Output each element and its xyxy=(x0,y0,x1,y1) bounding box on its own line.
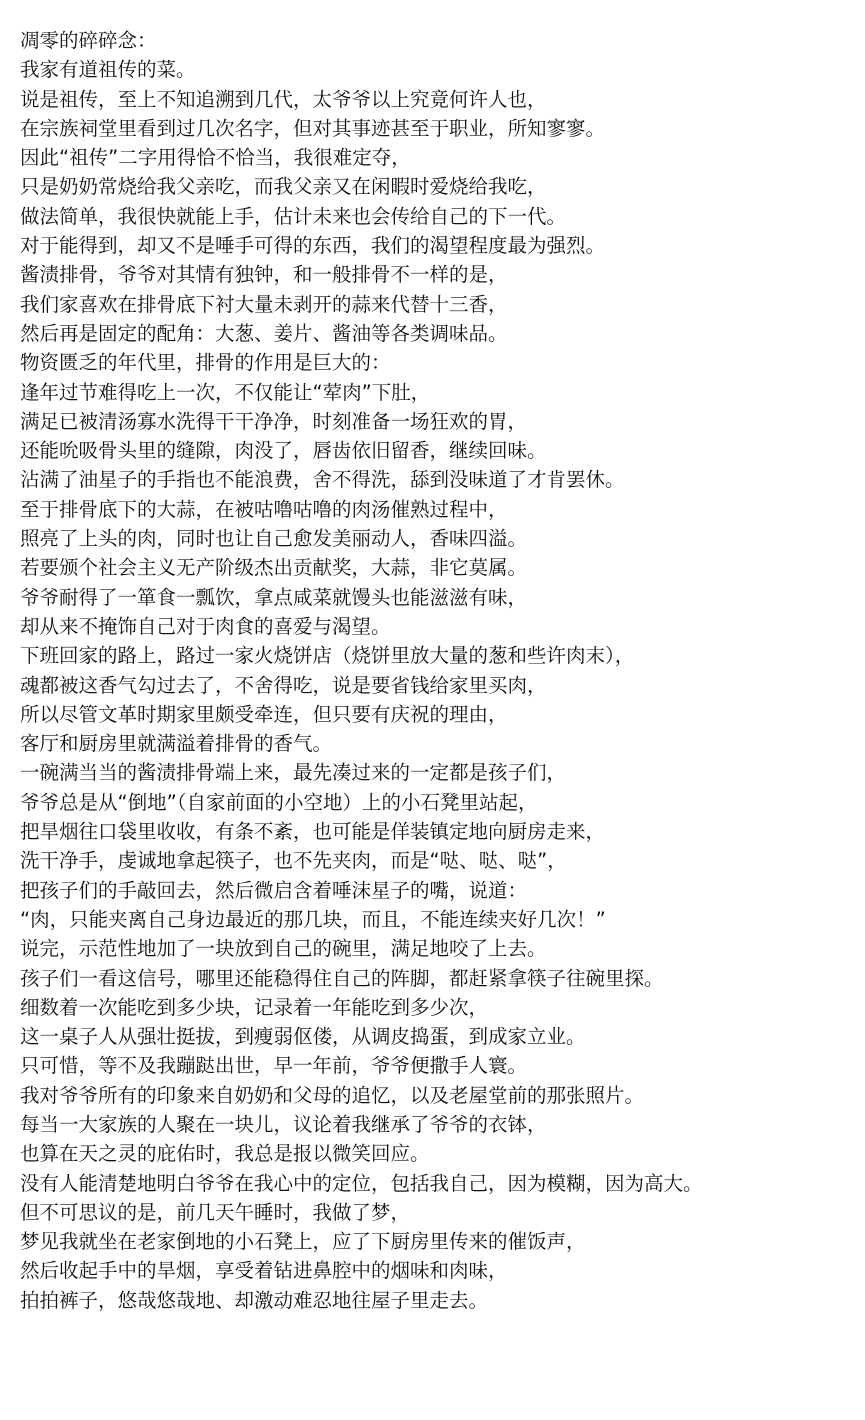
text-line: 做法简单，我很快就能上手，估计未来也会传给自己的下一代。 xyxy=(20,204,567,228)
text-line: 在宗族祠堂里看到过几次名字，但对其事迹甚至于职业，所知寥寥。 xyxy=(20,116,606,140)
text-line: 沾满了油星子的手指也不能浪费，舍不得洗，舔到没味道了才肯罢休。 xyxy=(20,468,625,492)
text-line: 所以尽管文革时期家里颇受牵连，但只要有庆祝的理由， xyxy=(20,702,508,726)
text-line: 说完，示范性地加了一块放到自己的碗里，满足地咬了上去。 xyxy=(20,937,547,961)
text-line: 因此“祖传”二字用得恰不恰当，我很难定夺， xyxy=(20,146,411,170)
text-line: “肉，只能夹离自己身边最近的那几块，而且，不能连续夹好几次！” xyxy=(20,907,606,931)
text-line: 还能吮吸骨头里的缝隙，肉没了，唇齿依旧留香，继续回味。 xyxy=(20,439,547,463)
text-line: 酱渍排骨，爷爷对其情有独钟，和一般排骨不一样的是， xyxy=(20,263,508,287)
essay-title: 凋零的碎碎念： xyxy=(20,29,157,52)
text-line: 若要颁个社会主义无产阶级杰出贡献奖，大蒜，非它莫属。 xyxy=(20,556,528,580)
text-line: 逢年过节难得吃上一次，不仅能让“荤肉”下肚， xyxy=(20,380,431,404)
text-line: 一碗满当当的酱渍排骨端上来，最先凑过来的一定都是孩子们， xyxy=(20,761,567,785)
text-line: 梦见我就坐在老家倒地的小石凳上，应了下厨房里传来的催饭声， xyxy=(20,1230,586,1254)
text-line: 照亮了上头的肉，同时也让自己愈发美丽动人，香味四溢。 xyxy=(20,527,528,551)
essay-text-block xyxy=(20,26,865,1315)
text-line: 把孩子们的手敲回去，然后微启含着唾沫星子的嘴，说道： xyxy=(20,878,528,902)
text-line: 只是奶奶常烧给我父亲吃，而我父亲又在闲暇时爱烧给我吃， xyxy=(20,175,547,199)
text-line: 客厅和厨房里就满溢着排骨的香气。 xyxy=(20,732,333,756)
text-line: 拍拍裤子，悠哉悠哉地、却激动难忍地往屋子里走去。 xyxy=(20,1288,489,1312)
text-line: 下班回家的路上，路过一家火烧饼店（烧饼里放大量的葱和些许肉末）， xyxy=(20,644,635,668)
text-line: 满足已被清汤寡水洗得干干净净，时刻准备一场狂欢的胃， xyxy=(20,409,528,433)
text-line: 魂都被这香气勾过去了，不舍得吃，说是要省钱给家里买肉， xyxy=(20,673,547,697)
text-line: 这一桌子人从强壮挺拔，到瘦弱伛偻，从调皮捣蛋，到成家立业。 xyxy=(20,1025,586,1049)
text-line: 也算在天之灵的庇佑时，我总是报以微笑回应。 xyxy=(20,1142,430,1166)
text-line: 爷爷总是从“倒地”（自家前面的小空地）上的小石凳里站起， xyxy=(20,790,538,814)
text-line: 我们家喜欢在排骨底下衬大量未剥开的蒜来代替十三香， xyxy=(20,292,508,316)
text-line: 却从来不掩饰自己对于肉食的喜爱与渴望。 xyxy=(20,614,391,638)
text-line: 把旱烟往口袋里收收，有条不紊，也可能是佯装镇定地向厨房走来， xyxy=(20,820,606,844)
text-line: 孩子们一看这信号，哪里还能稳得住自己的阵脚，都赶紧拿筷子往碗里探。 xyxy=(20,966,664,990)
text-line: 没有人能清楚地明白爷爷在我心中的定位，包括我自己，因为模糊，因为高大。 xyxy=(20,1171,703,1195)
text-line: 至于排骨底下的大蒜，在被咕噜咕噜的肉汤催熟过程中， xyxy=(20,497,508,521)
text-line: 每当一大家族的人聚在一块儿，议论着我继承了爷爷的衣钵， xyxy=(20,1112,547,1136)
text-line: 我对爷爷所有的印象来自奶奶和父母的追忆，以及老屋堂前的那张照片。 xyxy=(20,1083,645,1107)
text-line: 说是祖传，至上不知追溯到几代，太爷爷以上究竟何许人也， xyxy=(20,87,547,111)
text-line: 然后收起手中的旱烟，享受着钻进鼻腔中的烟味和肉味， xyxy=(20,1259,508,1283)
text-line: 细数着一次能吃到多少块，记录着一年能吃到多少次， xyxy=(20,995,489,1019)
text-line: 爷爷耐得了一箪食一瓢饮，拿点咸菜就馒头也能滋滋有味， xyxy=(20,585,528,609)
text-line: 我家有道祖传的菜。 xyxy=(20,58,196,82)
text-line: 对于能得到，却又不是唾手可得的东西，我们的渴望程度最为强烈。 xyxy=(20,234,606,258)
text-line: 但不可思议的是，前几天午睡时，我做了梦， xyxy=(20,1200,411,1224)
text-line: 洗干净手，虔诚地拿起筷子，也不先夹肉，而是“哒、哒、哒”， xyxy=(20,849,567,873)
text-line: 只可惜，等不及我蹦跶出世，早一年前，爷爷便撒手人寰。 xyxy=(20,1054,528,1078)
text-line: 然后再是固定的配角：大葱、姜片、酱油等各类调味品。 xyxy=(20,321,508,345)
text-line: 物资匮乏的年代里，排骨的作用是巨大的： xyxy=(20,351,391,375)
